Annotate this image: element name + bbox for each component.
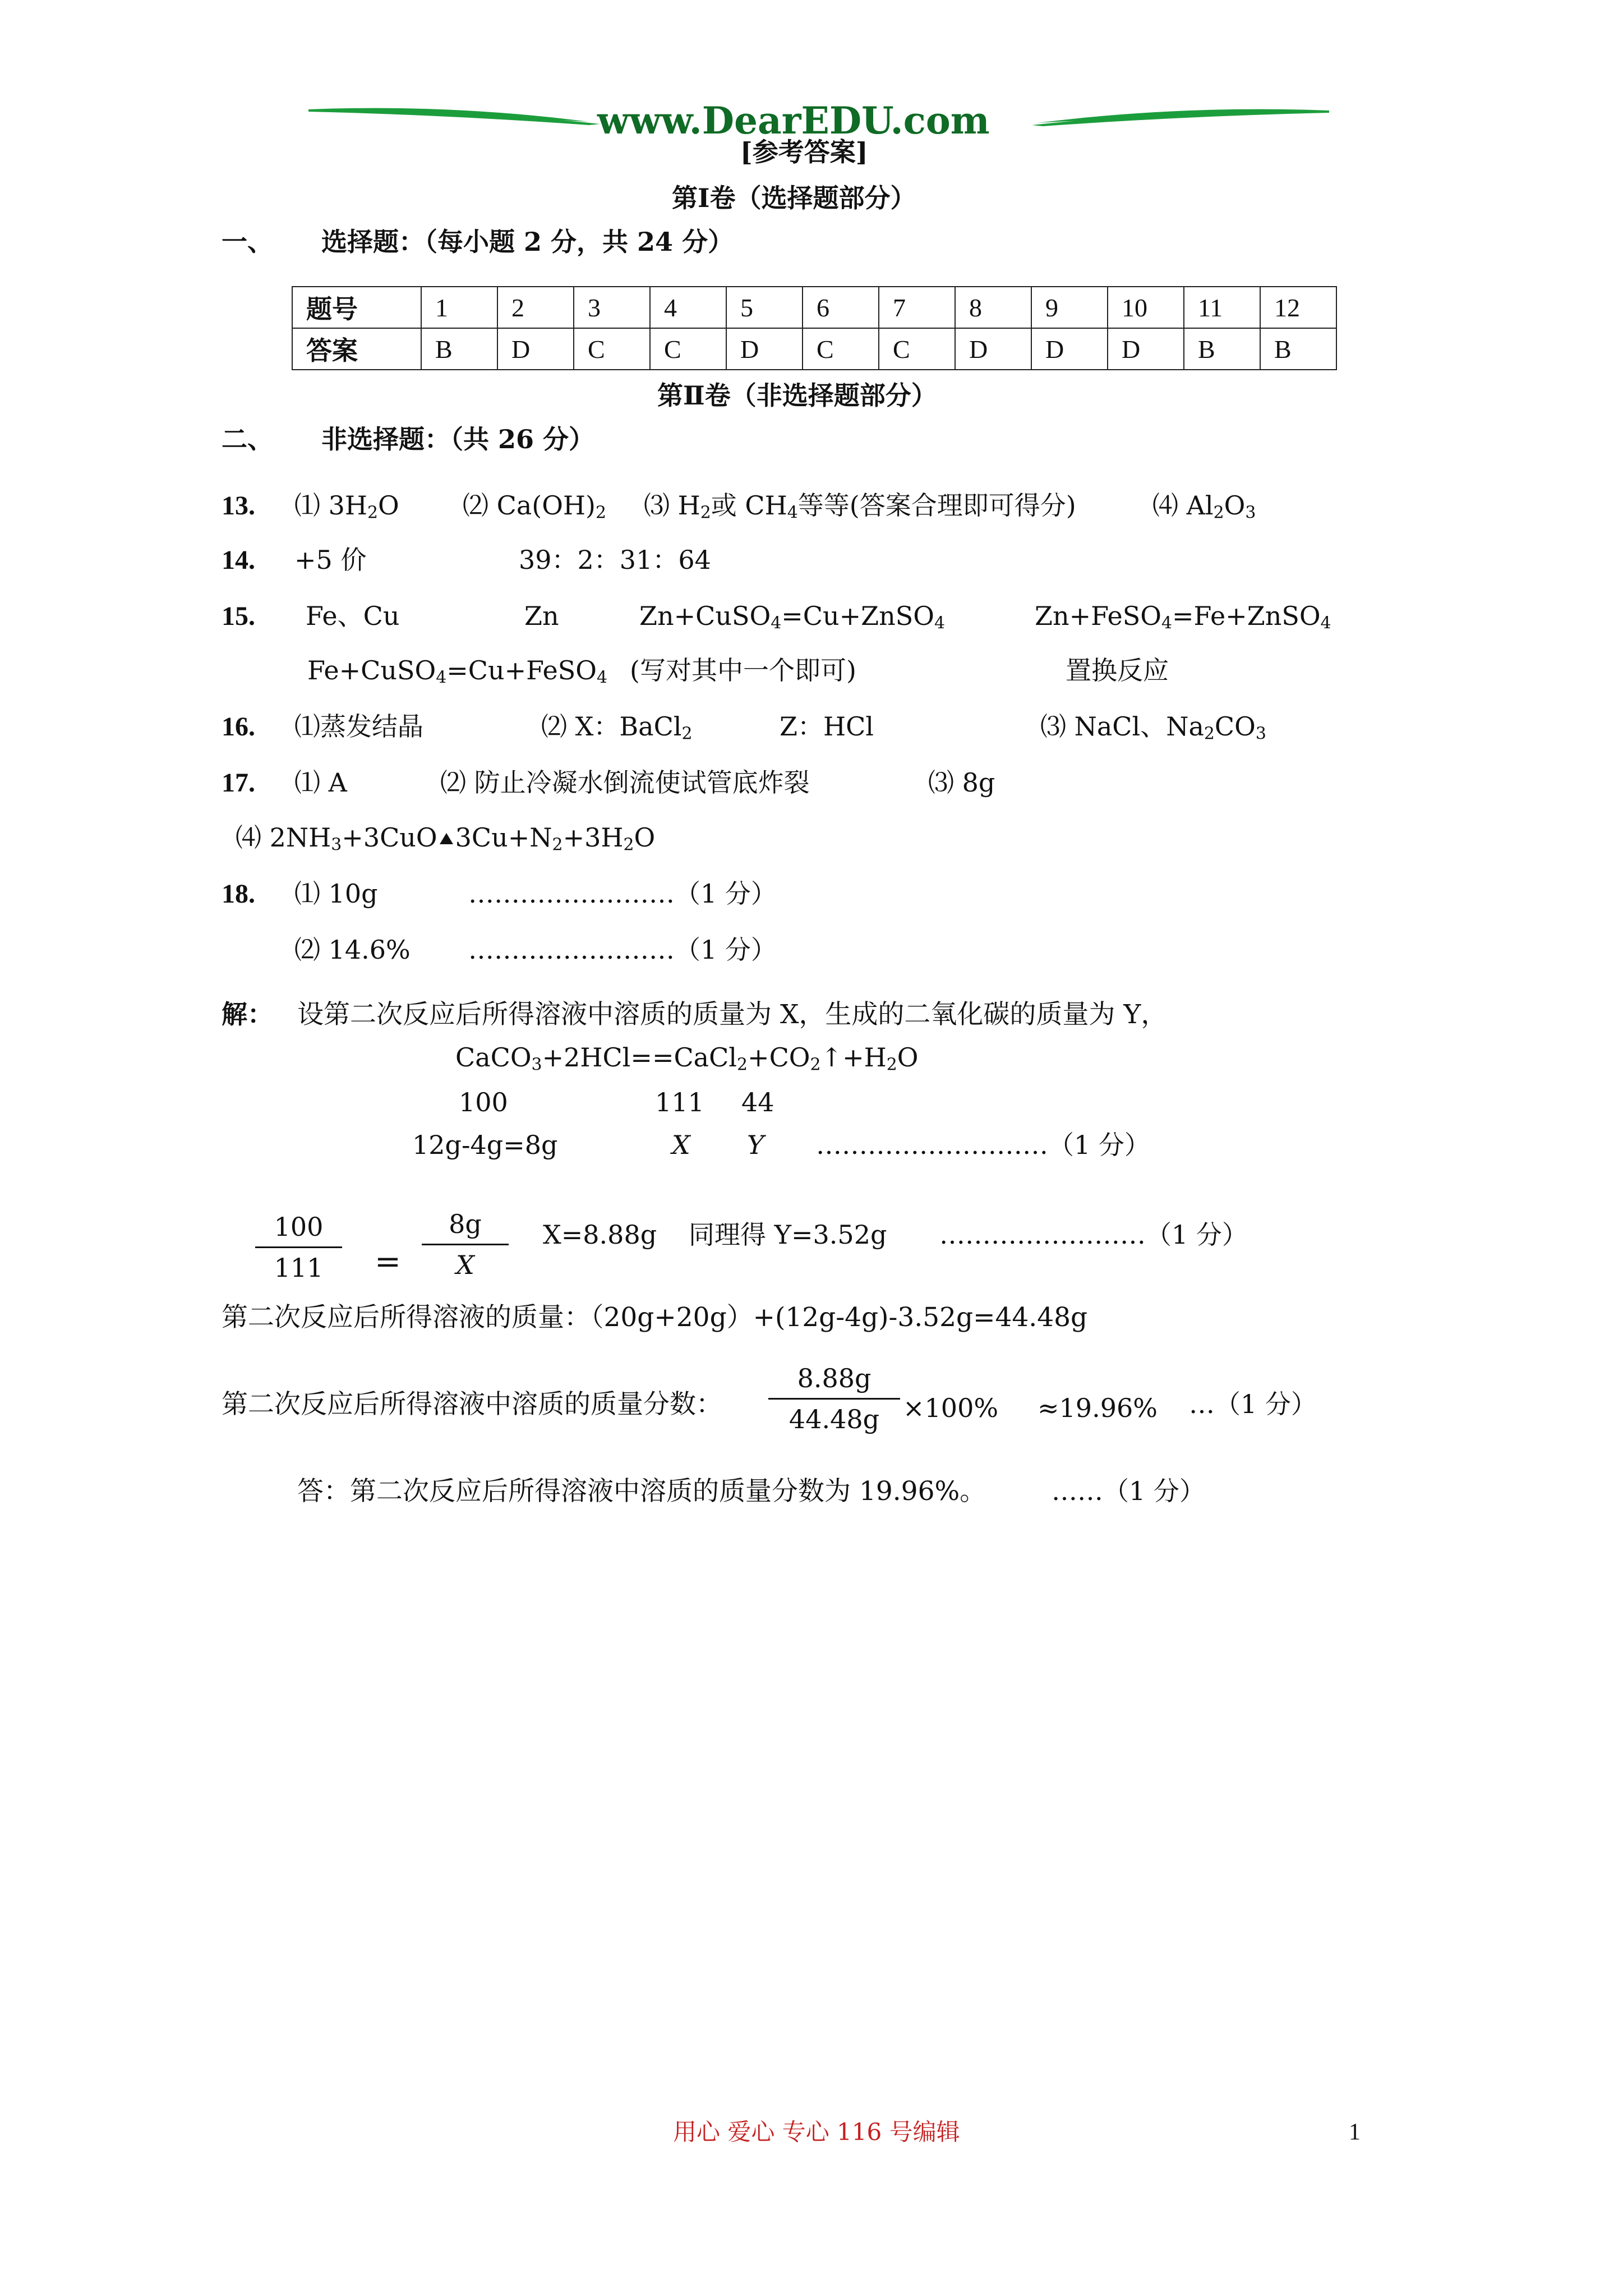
q17-equation: ⑷ $2NH_3+3CuO$ $3Cu+N_2+3H_2O$: [236, 822, 656, 855]
var-y: Y: [747, 1130, 764, 1160]
score-dots-4: ……（1 分）: [1052, 1476, 1205, 1506]
q17-answer-2: ⑵ 防止冷凝水倒流使试管底炸裂: [440, 767, 810, 798]
approx-result: ≈19.96%: [1038, 1393, 1158, 1423]
q15-answer-2: Zn: [524, 601, 559, 631]
table-cell: C: [574, 328, 650, 370]
question-15-number: 15.: [222, 601, 255, 631]
fraction-line-label: 第二次反应后所得溶液中溶质的质量分数：: [222, 1389, 722, 1420]
fraction-numerator: 8g: [449, 1209, 482, 1239]
q16-answer-1: ⑴蒸发结晶: [294, 711, 423, 742]
fraction-denominator: X: [456, 1250, 474, 1280]
section1-title: 选择题：（每小题 2 分，共 24 分）: [321, 227, 734, 257]
fraction-8g-x: [422, 1209, 509, 1280]
table-row-numbers: [292, 287, 1336, 328]
table-cell: C: [879, 328, 955, 370]
table-cell: 6: [803, 287, 879, 328]
fraction-numerator: 100: [274, 1212, 324, 1242]
q13-answer-4: ⑷ $Al_2O_3$: [1152, 490, 1256, 523]
table-cell: 4: [650, 287, 726, 328]
question-18-number: 18.: [222, 879, 255, 909]
table-cell: B: [421, 328, 497, 370]
table-cell: 2: [497, 287, 574, 328]
q15-reaction-type: 置换反应: [1066, 655, 1169, 685]
q18-score-1: ……………………（1 分）: [468, 878, 777, 909]
molar-mass-caco3: 100: [459, 1087, 508, 1117]
q13-answer-3: ⑶ $H_2$或 $CH_4$等等(答案合理即可得分): [644, 490, 1076, 523]
page-title: [参考答案]: [740, 137, 868, 167]
table-cell: 5: [726, 287, 803, 328]
section1-number: 一、: [222, 227, 273, 257]
heat-triangle-icon: [440, 833, 453, 844]
reaction-equation: $CaCO_3+2HCl==CaCl_2+CO_2↑+H_2O$: [455, 1042, 919, 1075]
q18-answer-2: ⑵ 14.6%: [294, 935, 411, 965]
final-answer: 答：第二次反应后所得溶液中溶质的质量分数为 19.96%。: [297, 1476, 986, 1507]
q14-answer-2: 39：2：31：64: [519, 545, 711, 575]
table-cell: 10: [1108, 287, 1184, 328]
table-cell: D: [1031, 328, 1108, 370]
part2-title: 第Ⅱ卷（非选择题部分）: [657, 380, 937, 411]
solution-label: 解：: [222, 999, 273, 1029]
q15-equation-3: Fe+CuSO$_4$=Cu+FeSO$_4$ (写对其中一个即可): [307, 655, 856, 688]
row-label-number: 题号: [292, 287, 421, 328]
table-cell: 9: [1031, 287, 1108, 328]
molar-mass-cacl2: 111: [655, 1087, 704, 1117]
solution-setup: 设第二次反应后所得溶液中溶质的质量为 X，生成的二氧化碳的质量为 Y，: [297, 999, 1168, 1030]
fraction-mass-percent: [768, 1363, 900, 1434]
table-cell: C: [803, 328, 879, 370]
part1-title: 第Ⅰ卷（选择题部分）: [672, 183, 916, 213]
table-cell: 7: [879, 287, 955, 328]
q15-equation-1: Zn+CuSO$_4$=Cu+ZnSO$_4$: [639, 601, 945, 633]
fraction-100-111: [255, 1212, 342, 1283]
table-cell: 3: [574, 287, 650, 328]
equals-sign: =: [375, 1244, 401, 1280]
q18-score-2: ……………………（1 分）: [468, 935, 777, 965]
q13-answer-2: ⑵ $Ca(OH)_2$: [463, 490, 606, 523]
question-13-number: 13.: [222, 491, 255, 521]
q18-answer-1: ⑴ 10g: [294, 878, 378, 909]
times-100-percent: ×100%: [903, 1393, 999, 1423]
answer-table: [292, 286, 1337, 370]
table-cell: B: [1184, 328, 1260, 370]
fraction-denominator: 111: [274, 1253, 324, 1283]
score-dots-2: ……………………（1 分）: [939, 1220, 1248, 1250]
table-cell: D: [726, 328, 803, 370]
row-label-answer: 答案: [292, 328, 421, 370]
section2-title: 非选择题：（共 26 分）: [321, 424, 595, 454]
y-result: 同理得 Y=3.52g: [689, 1220, 887, 1250]
fraction-bar: [768, 1398, 900, 1400]
table-cell: 1: [421, 287, 497, 328]
score-dots-1: ………………………（1 分）: [816, 1130, 1150, 1160]
fraction-bar: [422, 1244, 509, 1245]
question-14-number: 14.: [222, 545, 255, 575]
q16-answer-2: ⑵ X：BaCl$_2$: [541, 711, 693, 744]
table-cell: D: [1108, 328, 1184, 370]
q14-answer-1: +5 价: [294, 545, 367, 575]
table-cell: D: [497, 328, 574, 370]
table-cell: 12: [1260, 287, 1336, 328]
site-logo-text: www.DearEDU.com: [597, 99, 990, 142]
table-cell: C: [650, 328, 726, 370]
x-result: X=8.88g: [543, 1220, 657, 1250]
page-number: 1: [1349, 2119, 1361, 2145]
table-row-answers: [292, 328, 1336, 370]
q16-answer-3: Z：HCl: [780, 711, 874, 742]
q16-answer-4: ⑶ NaCl、$Na_2CO_3$: [1040, 711, 1266, 744]
q15-equation-2: Zn+FeSO$_4$=Fe+ZnSO$_4$: [1035, 601, 1331, 633]
q17-answer-3: ⑶ 8g: [928, 767, 995, 798]
question-16-number: 16.: [222, 712, 255, 742]
q13-answer-1: ⑴ $3H_2O$: [294, 490, 399, 523]
fraction-bar: [255, 1246, 342, 1248]
table-cell: 8: [955, 287, 1031, 328]
q17-answer-1: ⑴ A: [294, 767, 347, 798]
section2-number: 二、: [222, 424, 273, 454]
molar-mass-co2: 44: [741, 1087, 774, 1117]
mass-caco3: 12g-4g=8g: [412, 1130, 558, 1160]
footer-text: 用心 爱心 专心 116 号编辑: [673, 2118, 960, 2146]
score-dots-3: …（1 分）: [1189, 1389, 1317, 1419]
table-cell: 11: [1184, 287, 1260, 328]
var-x: X: [672, 1130, 690, 1160]
fraction-denominator: 44.48g: [789, 1404, 880, 1434]
q15-answer-1: Fe、Cu: [306, 601, 400, 631]
question-17-number: 17.: [222, 768, 255, 798]
table-cell: B: [1260, 328, 1336, 370]
table-cell: D: [955, 328, 1031, 370]
solution-mass-line: 第二次反应后所得溶液的质量：（20g+20g）+(12g-4g)-3.52g=44.48g: [222, 1302, 1088, 1333]
fraction-numerator: 8.88g: [797, 1363, 872, 1393]
